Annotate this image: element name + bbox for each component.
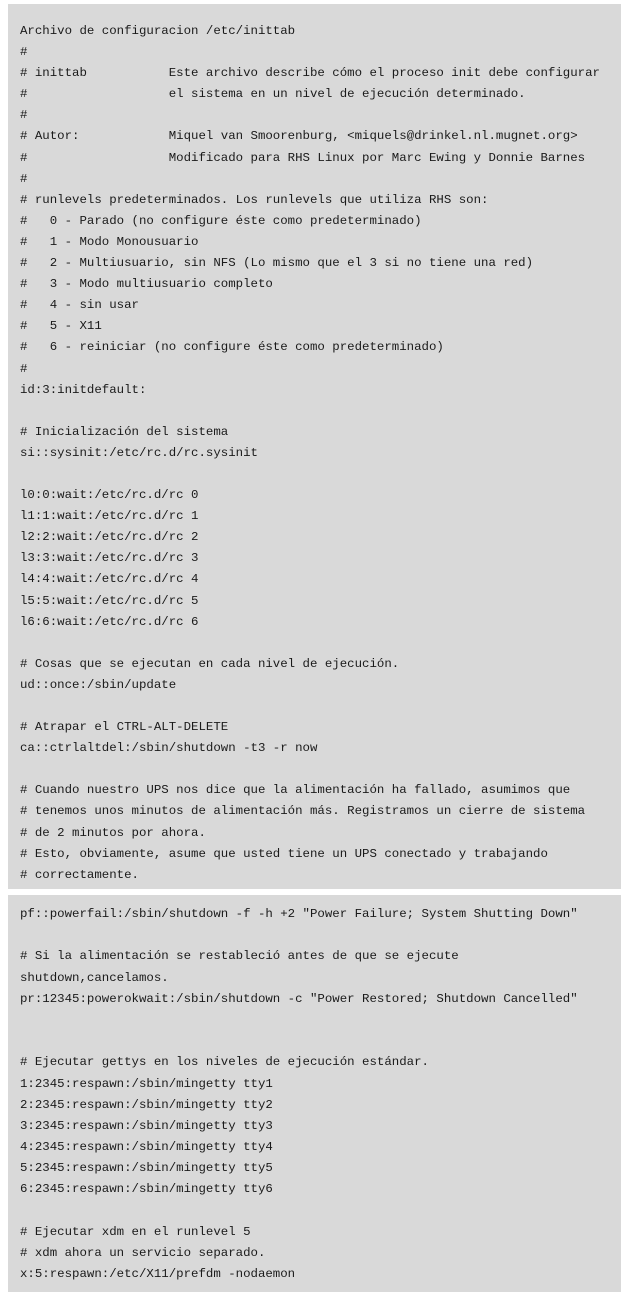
- code-line: l5:5:wait:/etc/rc.d/rc 5: [20, 593, 199, 608]
- code-line: # Ejecutar xdm en el runlevel 5: [20, 1224, 251, 1239]
- code-line: # de 2 minutos por ahora.: [20, 825, 206, 840]
- code-listing-panel: [8, 4, 621, 889]
- code-line: [20, 633, 621, 654]
- code-line: #: [20, 361, 28, 376]
- code-line: 3:2345:respawn:/sbin/mingetty tty3: [20, 1118, 273, 1133]
- code-line: # correctamente.: [20, 867, 139, 882]
- code-line: # el sistema en un nivel de ejecución determinado.: [20, 87, 526, 102]
- code-line: # inittab Este archivo describe cómo el proceso init debe configurar: [20, 66, 600, 81]
- code-line: # 0 - Parado (no configure éste como predeterminado): [20, 213, 422, 228]
- code-line: [20, 401, 621, 422]
- code-line: # 2 - Multiusuario, sin NFS (Lo mismo que el 3 si no tiene una red): [20, 256, 534, 271]
- code-line: shutdown,cancelamos.: [20, 970, 169, 985]
- code-line: Archivo de configuracion /etc/inittab: [20, 24, 296, 38]
- code-line: 4:2345:respawn:/sbin/mingetty tty4: [20, 1140, 273, 1155]
- code-line: [20, 1031, 621, 1052]
- code-line: 1:2345:respawn:/sbin/mingetty tty1: [20, 1076, 273, 1091]
- code-line: 2:2345:respawn:/sbin/mingetty tty2: [20, 1097, 273, 1112]
- code-line: # Si la alimentación se restableció antes de que se ejecute: [20, 949, 459, 964]
- code-line: # Autor: Miquel van Smoorenburg, <miquels@drinkel.nl.mugnet.org>: [20, 129, 578, 144]
- code-line: [20, 1201, 621, 1222]
- code-line: pr:12345:powerokwait:/sbin/shutdown -c "Power Restored; Shutdown Cancelled": [20, 991, 578, 1006]
- code-line: si::sysinit:/etc/rc.d/rc.sysinit: [20, 445, 258, 460]
- code-line: # Cosas que se ejecutan en cada nivel de ejecución.: [20, 656, 400, 671]
- code-line: ud::once:/sbin/update: [20, 677, 177, 692]
- code-line: l4:4:wait:/etc/rc.d/rc 4: [20, 572, 199, 587]
- code-line: [20, 1010, 621, 1031]
- code-line: [20, 464, 621, 485]
- code-line: #: [20, 45, 28, 60]
- code-line: [20, 925, 621, 946]
- code-line: # 3 - Modo multiusuario completo: [20, 277, 273, 292]
- code-line: # 4 - sin usar: [20, 298, 139, 313]
- code-line: # 6 - reiniciar (no configure éste como predeterminado): [20, 340, 444, 355]
- code-line: # Esto, obviamente, asume que usted tiene un UPS conectado y trabajando: [20, 846, 548, 861]
- code-line: l1:1:wait:/etc/rc.d/rc 1: [20, 509, 199, 524]
- code-line: # Atrapar el CTRL-ALT-DELETE: [20, 720, 229, 735]
- code-line: # xdm ahora un servicio separado.: [20, 1246, 266, 1260]
- code-line: #: [20, 108, 28, 123]
- code-line: [20, 759, 621, 780]
- code-line: l6:6:wait:/etc/rc.d/rc 6: [20, 614, 199, 629]
- code-listing-panel-continued: [8, 895, 621, 1292]
- code-line: # Inicialización del sistema: [20, 424, 229, 439]
- code-line: l0:0:wait:/etc/rc.d/rc 0: [20, 488, 199, 503]
- code-line: # Ejecutar gettys en los niveles de ejecución estándar.: [20, 1055, 429, 1070]
- code-line: # 5 - X11: [20, 319, 102, 334]
- code-line: # runlevels predeterminados. Los runlevels que utiliza RHS son:: [20, 192, 489, 207]
- code-line: 5:2345:respawn:/sbin/mingetty tty5: [20, 1161, 273, 1176]
- code-block: [8, 904, 621, 1285]
- code-line: # 1 - Modo Monousuario: [20, 234, 199, 249]
- code-line: id:3:initdefault:: [20, 382, 147, 397]
- code-line: ca::ctrlaltdel:/sbin/shutdown -t3 -r now: [20, 741, 318, 756]
- code-line: pf::powerfail:/sbin/shutdown -f -h +2 "Power Failure; System Shutting Down": [20, 907, 578, 921]
- code-line: # Modificado para RHS Linux por Marc Ewing y Donnie Barnes: [20, 150, 586, 165]
- code-line: l3:3:wait:/etc/rc.d/rc 3: [20, 551, 199, 566]
- code-line: 6:2345:respawn:/sbin/mingetty tty6: [20, 1182, 273, 1197]
- code-line: x:5:respawn:/etc/X11/prefdm -nodaemon: [20, 1267, 296, 1282]
- code-line: [20, 696, 621, 717]
- code-line: l2:2:wait:/etc/rc.d/rc 2: [20, 530, 199, 545]
- code-block: [8, 21, 621, 886]
- code-line: # tenemos unos minutos de alimentación más. Registramos un cierre de sistema: [20, 804, 586, 819]
- code-line: #: [20, 171, 28, 186]
- code-line: # Cuando nuestro UPS nos dice que la alimentación ha fallado, asumimos que: [20, 783, 571, 798]
